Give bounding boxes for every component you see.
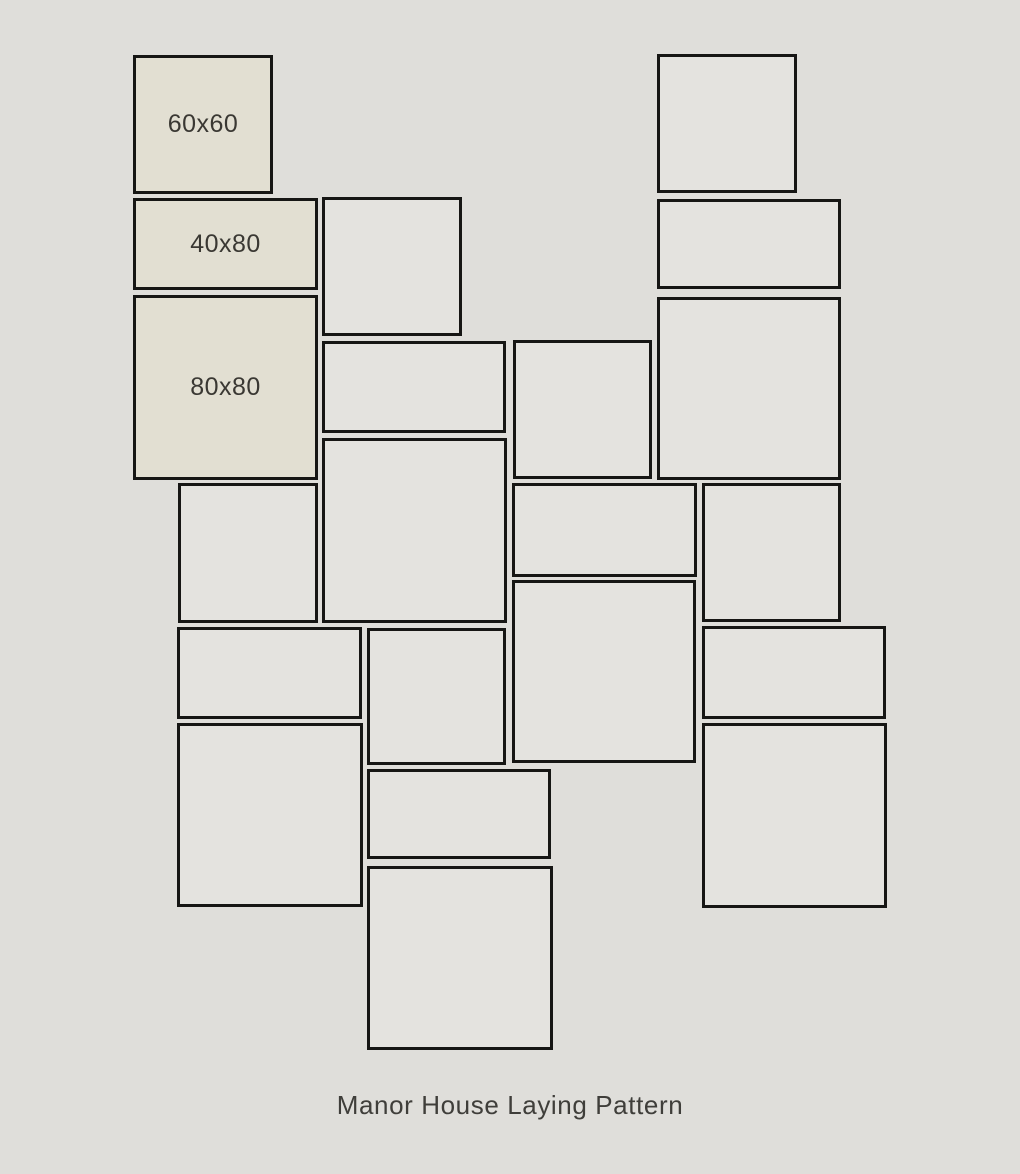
tile-80x80 xyxy=(657,297,841,480)
tile-40x80 xyxy=(657,199,841,289)
tile-80x80 xyxy=(177,723,363,907)
tile-size-label: 60x60 xyxy=(167,110,239,138)
tile-60x60 xyxy=(322,197,462,336)
tile-40x80 xyxy=(512,483,697,577)
tile-60x60 xyxy=(178,483,318,623)
tile-60x60-labeled xyxy=(133,55,273,194)
tile-size-label: 40x80 xyxy=(190,229,261,258)
tile-60x60 xyxy=(702,483,841,622)
tile-80x80-labeled xyxy=(133,295,318,480)
tile-80x80 xyxy=(512,580,696,763)
tile-40x80 xyxy=(367,769,551,859)
tile-size-label: 80x80 xyxy=(190,373,261,401)
tile-60x60 xyxy=(513,340,652,479)
tile-80x80 xyxy=(322,438,507,623)
tile-40x80 xyxy=(177,627,362,719)
diagram-caption: Manor House Laying Pattern xyxy=(336,1090,684,1120)
tile-60x60 xyxy=(367,628,506,765)
tile-80x80 xyxy=(702,723,887,908)
tile-40x80 xyxy=(322,341,506,433)
tile-40x80 xyxy=(702,626,886,719)
tile-60x60 xyxy=(657,54,797,193)
tile-80x80 xyxy=(367,866,553,1050)
tile-40x80-labeled xyxy=(133,198,318,290)
